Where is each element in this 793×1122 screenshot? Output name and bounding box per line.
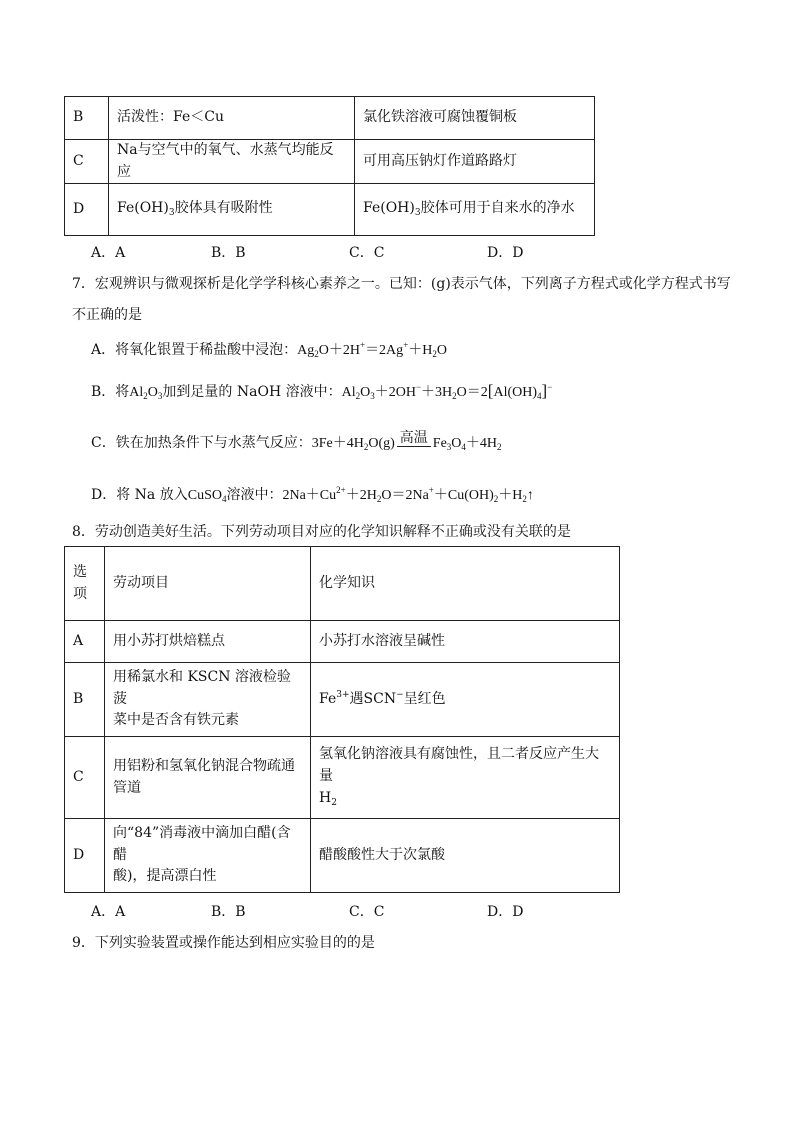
choice-c[interactable]: C．C xyxy=(349,904,385,920)
labor-item-cell xyxy=(105,663,311,737)
subscript: 3 xyxy=(168,208,175,219)
choice-a[interactable]: A．A xyxy=(91,245,126,261)
table-row xyxy=(65,737,620,819)
choice-d[interactable]: D．D xyxy=(487,245,524,261)
question8-table xyxy=(64,546,620,893)
text: 胶体具有吸附性 xyxy=(174,200,273,217)
application-cell: 氯化铁溶液可腐蚀覆铜板 xyxy=(355,97,595,140)
question7-stem: 7．宏观辨识与微观探析是化学学科核心素养之一。已知：(g)表示气体，下列离子方程式或化学方程式书写 xyxy=(72,276,731,292)
table-header-row xyxy=(65,547,620,621)
property-cell: 活泼性：Fe＜Cu xyxy=(109,97,355,140)
table-row xyxy=(65,97,595,140)
option-header xyxy=(65,547,105,621)
equation: $Ag_2O+2H^+=2Ag^++H_2O$ xyxy=(297,340,448,359)
option-cell: A xyxy=(65,621,105,663)
formula: Fe(OH) xyxy=(117,200,169,217)
superscript: − xyxy=(396,689,404,700)
option-cell: B xyxy=(65,97,109,140)
superscript: 3+ xyxy=(336,689,350,700)
cell-line: 用稀氯水和 KSCN 溶液检验菠 xyxy=(113,668,291,707)
table-row xyxy=(65,621,620,663)
choice-b[interactable]: B．B xyxy=(211,904,246,920)
labor-item-cell xyxy=(105,737,311,819)
question7-option-d[interactable] xyxy=(91,484,534,504)
subscript: 3 xyxy=(414,208,421,219)
application-cell xyxy=(355,184,595,236)
choice-a[interactable]: A．A xyxy=(91,904,126,920)
question6-choices xyxy=(91,242,523,262)
property-cell xyxy=(109,184,355,236)
option-label: 溶液中： xyxy=(226,487,283,503)
formula: H xyxy=(319,789,332,806)
text: 遇SCN xyxy=(349,690,397,707)
text: 呈红色 xyxy=(403,690,446,707)
question8-stem: 8．劳动创造美好生活。下列劳动项目对应的化学知识解释不正确或没有关联的是 xyxy=(72,524,571,540)
formula: CuSO$_4$ xyxy=(187,488,227,504)
knowledge-cell xyxy=(311,663,620,737)
text: 胶体可用于自来水的净水 xyxy=(420,200,575,217)
option-label: C．铁在加热条件下与水蒸气反应： xyxy=(91,435,312,451)
formula: Fe xyxy=(319,690,337,707)
option-cell: B xyxy=(65,663,105,737)
chem-knowledge-header: 化学知识 xyxy=(311,547,620,621)
equation: $Al_2O_3+2OH^-+3H_2O=2[Al(OH)_4]^-$ xyxy=(341,381,553,401)
formula: Fe(OH) xyxy=(363,200,415,217)
question7-option-c[interactable] xyxy=(91,432,502,452)
option-label: 加到足量的 NaOH 溶液中： xyxy=(162,384,342,400)
cell-line: 用铝粉和氢氧化钠混合物疏通 xyxy=(113,757,295,774)
cell-line: 氢氧化钠溶液具有腐蚀性，且二者反应产生大量 xyxy=(319,746,599,785)
option-cell: C xyxy=(65,737,105,819)
table-row xyxy=(65,184,595,236)
table-row xyxy=(65,819,620,893)
option-label: B．将 xyxy=(91,384,130,400)
knowledge-cell: 醋酸酸性大于次氯酸 xyxy=(311,819,620,893)
choice-c[interactable]: C．C xyxy=(349,245,385,261)
question9-stem: 9．下列实验装置或操作能达到相应实验目的的是 xyxy=(72,935,375,951)
property-cell: Na与空气中的氧气、水蒸气均能反应 xyxy=(109,140,355,184)
option-cell: D xyxy=(65,184,109,236)
reaction-arrow xyxy=(397,431,431,447)
knowledge-cell xyxy=(311,737,620,819)
subscript: 2 xyxy=(331,797,337,808)
labor-item-cell: 用小苏打烘焙糕点 xyxy=(105,621,311,663)
question7-option-b[interactable] xyxy=(91,381,552,401)
option-label: A．将氧化银置于稀盐酸中浸泡： xyxy=(91,342,298,358)
formula: $Al_2O_3$ xyxy=(129,385,163,401)
equation: $3Fe+4H_2O(g)$ 高温 $Fe_3O_4+4H_2$ xyxy=(312,436,502,451)
option-cell: C xyxy=(65,140,109,184)
labor-item-header: 劳动项目 xyxy=(105,547,311,621)
application-cell: 可用高压钠灯作道路路灯 xyxy=(355,140,595,184)
header-text: 选 xyxy=(73,563,87,580)
question7-stem-cont: 不正确的是 xyxy=(72,307,142,323)
option-cell: D xyxy=(65,819,105,893)
choice-b[interactable]: B．B xyxy=(211,245,246,261)
choice-d[interactable]: D．D xyxy=(487,904,524,920)
question6-table xyxy=(64,96,595,236)
option-label: D．将 Na 放入 xyxy=(91,487,188,503)
cell-line: 管道 xyxy=(113,779,141,796)
labor-item-cell xyxy=(105,819,311,893)
equation: $2Na+Cu^{2+}+2H_2O=2Na^++Cu(OH)_2+H_2↑$ xyxy=(282,485,534,504)
cell-line: 菜中是否含有铁元素 xyxy=(113,712,239,729)
reaction-condition: 高温 xyxy=(399,431,428,446)
knowledge-cell: 小苏打水溶液呈碱性 xyxy=(311,621,620,663)
header-text: 项 xyxy=(73,585,87,602)
table-row xyxy=(65,663,620,737)
cell-line xyxy=(319,788,611,811)
cell-line: 向“84”消毒液中滴加白醋(含醋 xyxy=(113,824,291,863)
question7-option-a[interactable] xyxy=(91,339,447,359)
table-row xyxy=(65,140,595,184)
cell-line: 酸)，提高漂白性 xyxy=(113,868,217,885)
question8-choices xyxy=(91,901,523,921)
